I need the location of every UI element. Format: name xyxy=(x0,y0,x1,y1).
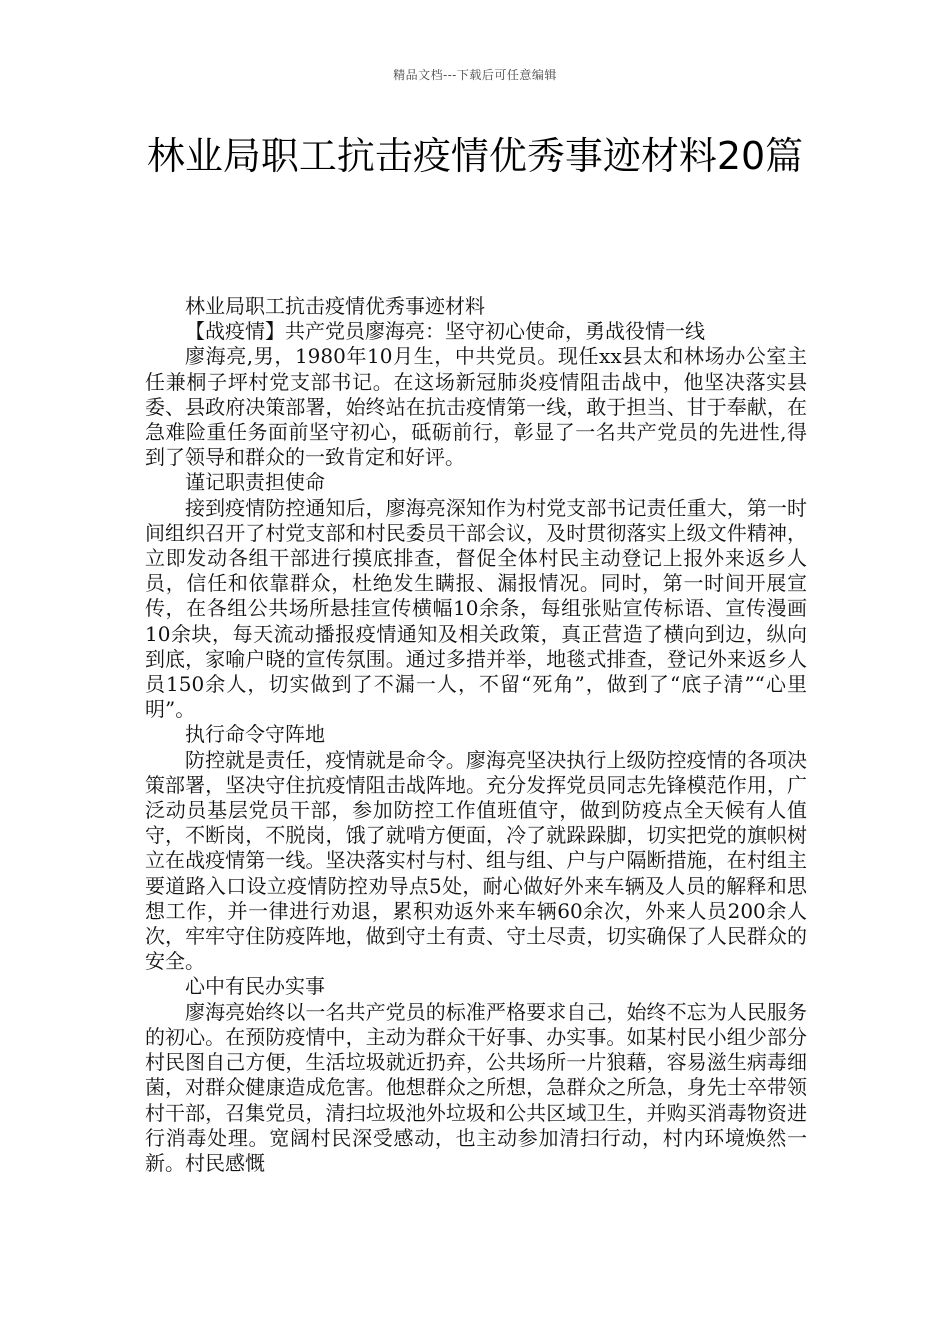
document-body xyxy=(145,294,807,1176)
paragraph-people: 廖海亮始终以一名共产党员的标准严格要求自己，始终不忘为人民服务的初心。在预防疫情中，主动为群众干好事、办实事。如某村民小组少部分村民图自己方便，生活垃圾就近扔弃，公共场所一片狼藉，容易滋生病毒细菌，对群众健康造成危害。他想群众之所想，急群众之所急，身先士卒带领村干部，召集党员，清扫垃圾池外垃圾和公共区域卫生，并购买消毒物资进行消毒处理。宽阔村民深受感动，也主动参加清扫行动，村内环境焕然一新。村民感慨 xyxy=(145,999,807,1175)
paragraph-duty: 接到疫情防控通知后，廖海亮深知作为村党支部书记责任重大，第一时间组织召开了村党支部和村民委员干部会议，及时贯彻落实上级文件精神，立即发动各组干部进行摸底排查，督促全体村民主动登记上报外来返乡人员，信任和依靠群众，杜绝发生瞒报、漏报情况。同时，第一时间开展宣传，在各组公共场所悬挂宣传横幅10余条，每组张贴宣传标语、宣传漫画10余块，每天流动播报疫情通知及相关政策，真正营造了横向到边，纵向到底，家喻户晓的宣传氛围。通过多措并举，地毯式排查，登记外来返乡人员150余人，切实做到了不漏一人，不留“死角”，做到了“底子清”“心里明”。 xyxy=(145,495,807,722)
page-header-watermark: 精品文档---下载后可任意编辑 xyxy=(393,68,557,82)
paragraph-headline: 【战疫情】共产党员廖海亮：坚守初心使命，勇战役情一线 xyxy=(185,319,705,344)
paragraph-orders: 防控就是责任，疫情就是命令。廖海亮坚决执行上级防控疫情的各项决策部署，坚决守住抗疫情阻击战阵地。充分发挥党员同志先锋模范作用，广泛动员基层党员干部，参加防控工作值班值守，做到防疫点全天候有人值守，不断岗，不脱岗，饿了就啃方便面，冷了就跺跺脚，切实把党的旗帜树立在战疫情第一线。坚决落实村与村、组与组、户与户隔断措施，在村组主要道路入口设立疫情防控劝导点5处，耐心做好外来车辆及人员的解释和思想工作，并一律进行劝退，累积劝返外来车辆60余次，外来人员200余人次，牢牢守住防疫阵地，做到守土有责、守土尽责，切实确保了人民群众的安全。 xyxy=(145,747,807,974)
document-title: 林业局职工抗击疫情优秀事迹材料20篇 xyxy=(146,134,804,178)
paragraph-intro: 廖海亮,男，1980年10月生，中共党员。现任xx县太和林场办公室主任兼桐子坪村党支部书记。在这场新冠肺炎疫情阻击战中，他坚决落实县委、县政府决策部署，始终站在抗击疫情第一线，敢于担当、甘于奉献，在急难险重任务面前坚守初心，砥砺前行，彰显了一名共产党员的先进性,得到了领导和群众的一致肯定和好评。 xyxy=(145,344,807,470)
section-heading-duty: 谨记职责担使命 xyxy=(185,470,325,495)
section-heading-orders: 执行命令守阵地 xyxy=(185,722,325,747)
paragraph-subtitle: 林业局职工抗击疫情优秀事迹材料 xyxy=(185,294,485,318)
section-heading-people: 心中有民办实事 xyxy=(185,974,325,999)
